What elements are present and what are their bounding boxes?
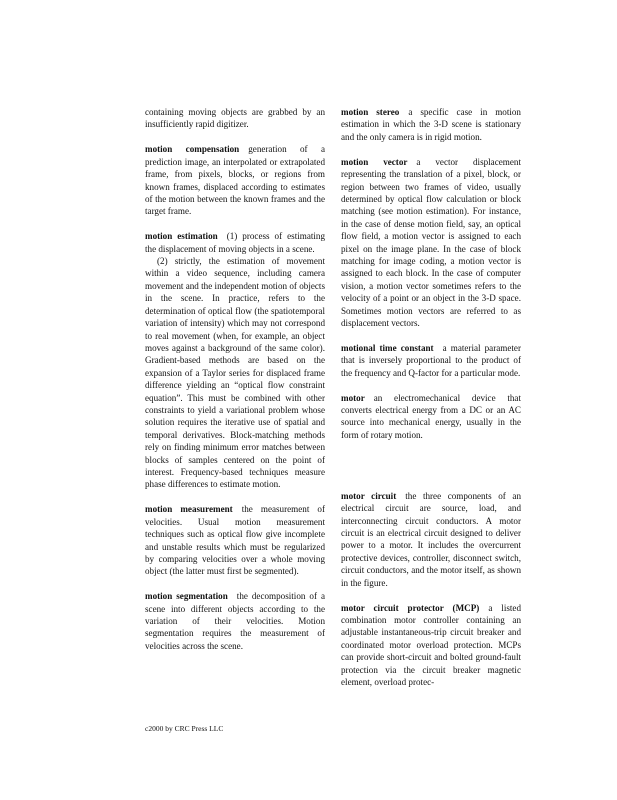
term: motor circuit protector (MCP) (341, 602, 480, 613)
definition: an electromechanical device that converts electrical energy from a DC or an AC source into mechanical energy, usually in the form of rotary motion. (341, 392, 521, 440)
definition: a listed combination motor controller containing an adjustable instantaneous-trip circuit breaker and coordinated motor overload protection. MCPs can provide short-circuit and bolted ground-fault protection via the circuit breaker magnetic element, overload protec- (341, 602, 522, 687)
copyright-footer: c2000 by CRC Press LLC (145, 724, 224, 733)
entry-motional-time-constant (341, 342, 521, 379)
figure-gap (341, 454, 521, 490)
definition: a vector displacement representing the translation of a pixel, block, or region between two frames of video, usually determined by optical flow calculation or block matching (see motion estimation). For instance, in the case of dense motion field, say, an optical flow field, a motion vector is assigned to each pixel on the image plane. In the case of block matching for image coding, a motion vector is assigned to each block. In the case of computer vision, a motion vector sometimes refers to the velocity of a point or an object in the 3-D space. Sometimes motion vectors are referred to as displacement vectors. (341, 156, 521, 328)
entry-motion-vector (341, 156, 521, 330)
term: motion vector (341, 156, 408, 167)
term: motion stereo (341, 107, 400, 117)
definition: generation of a prediction image, an interpolated or extrapolated frame, from pixels, blocks, or regions from known frames, displaced according to estimates of the motion between the known frames and the target frame. (145, 144, 325, 217)
entry-motion-stereo (341, 106, 521, 143)
entry-motion-segmentation (145, 590, 325, 652)
term: motor (341, 392, 365, 403)
entry-motion-measurement (145, 503, 325, 577)
entry-motor (341, 392, 521, 442)
definition: the decomposition of a scene into different objects according to the variation of their velocities. Motion segmentation requires the measurement of velocities across the scene. (145, 591, 325, 651)
entry-motor-circuit-protector (341, 602, 521, 689)
entry-motion-compensation (145, 143, 325, 217)
definition-1-paragraph (145, 230, 325, 255)
term: motor circuit (341, 490, 397, 501)
term: motion compensation (145, 144, 240, 155)
right-column (341, 106, 521, 701)
term: motion segmentation (145, 591, 228, 602)
definition: a material parameter that is inversely proportional to the product of the frequency and Q-factor for a particular mode. (341, 342, 521, 378)
definition: the measurement of velocities. Usual motion measurement techniques such as optical flow give incomplete and unstable results which must be regularized by comparing velocities over a whole moving object (the latter must first be segmented). (145, 504, 325, 577)
continuation-text: containing moving objects are grabbed by an insufficiently rapid digitizer. (145, 107, 325, 130)
left-column (145, 106, 325, 665)
term: motion estimation (145, 231, 218, 242)
entry-motion-estimation (145, 230, 325, 491)
entry-motor-circuit (341, 490, 521, 589)
definition: a specific case in motion estimation in which the 3-D scene is stationary and the only camera is in rigid motion. (341, 107, 521, 142)
term: motional time constant (341, 342, 434, 353)
definition: the three components of an electrical circuit are source, load, and interconnecting circuit conductors. A motor circuit is an electrical circuit designed to deliver power to a motor. It includes the overcurrent protective devices, controller, disconnect switch, circuit conductors, and the motor itself, as shown in the figure. (341, 490, 521, 588)
definition: (1) process of estimating the displacement of moving objects in a scene. (145, 231, 325, 254)
definition-2: (2) strictly, the estimation of movement within a video sequence, including camera movement and the independent motion of objects in the scene. In practice, refers to the determination of optical flow (the spatiotemporal variation of intensity) which may not correspond to real movement (when, for example, an object moves against a background of the same color). Gradient-based methods are based on the expansion of a Taylor series for displaced frame difference yielding an “optical flow constraint equation”. This must be combined with other constraints to yield a variational problem whose solution requires the iterative use of spatial and temporal derivatives. Block-matching methods rely on finding minimum error matches between blocks of samples centered on the point of interest. Frequency-based techniques measure phase differences to estimate motion. (145, 256, 325, 490)
term: motion measurement (145, 504, 233, 515)
